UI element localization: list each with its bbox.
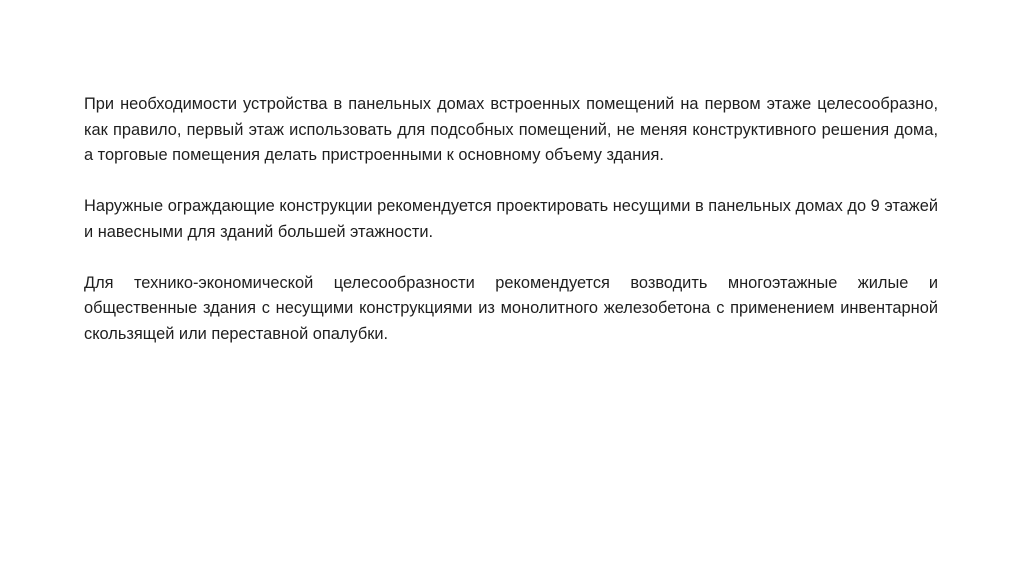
paragraph-external-walls: Наружные ограждающие конструкции рекомендуется проектировать несущими в панельных домах до 9 этажей и навесными для зданий большей этажности. <box>84 197 938 241</box>
paragraph-monolithic-construction: Для технико-экономической целесообразности рекомендуется возводить многоэтажные жилые и общественные здания с несущими конструкциями из монолитного железобетона с применением инвентарной скользящей или переставной опалубки. <box>84 273 938 343</box>
slide-text-body <box>84 92 938 373</box>
paragraph-built-in-premises: При необходимости устройства в панельных домах встроенных помещений на первом этаже целесообразно, как правило, первый этаж использовать для подсобных помещений, не меняя конструктивного решения дома, а торговые помещения делать пристроенными к основному объему здания. <box>84 95 938 164</box>
